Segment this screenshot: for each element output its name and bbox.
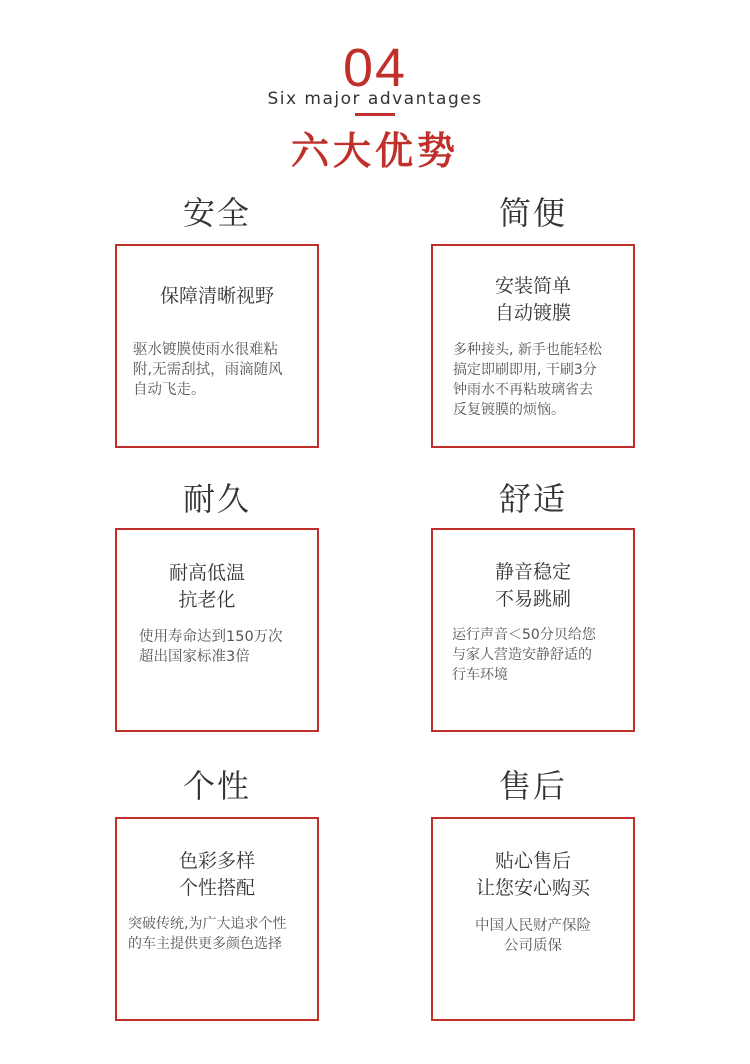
feature-card-durability (115, 528, 319, 732)
card-text: 多种接头, 新手也能轻松 搞定即刷即用, 干刷3分 钟雨水不再粘玻璃省去 反复镀膜的烦恼。 (453, 342, 602, 418)
feature-title-comfort: 舒适 (498, 480, 567, 518)
feature-card-convenience (431, 244, 635, 448)
page-title: 六大优势 (290, 129, 459, 173)
section-subtitle: Six major advantages (267, 89, 483, 109)
card-heading: 安装简单 自动镀膜 (494, 275, 571, 324)
card-text: 突破传统,为广大追求个性 的车主提供更多颜色选择 (128, 916, 287, 952)
card-heading: 耐高低温 抗老化 (168, 562, 245, 611)
header-divider (355, 113, 395, 116)
card-text: 中国人民财产保险 公司质保 (475, 918, 591, 954)
feature-card-after-sales (431, 817, 635, 1021)
card-heading: 静音稳定 不易跳刷 (494, 561, 571, 610)
feature-title-durability: 耐久 (182, 480, 251, 518)
feature-title-safety: 安全 (182, 194, 251, 232)
card-text: 驱水镀膜使雨水很难粘 附,无需刮拭，雨滴随风 自动飞走。 (133, 342, 283, 398)
feature-title-convenience: 简便 (498, 194, 567, 232)
card-text: 使用寿命达到150万次 超出国家标准3倍 (139, 629, 283, 665)
card-text: 运行声音＜50分贝给您 与家人营造安静舒适的 行车环境 (452, 627, 596, 683)
feature-card-personality (115, 817, 319, 1021)
card-heading: 色彩多样 个性搭配 (178, 850, 255, 899)
feature-card-safety (115, 244, 319, 448)
card-heading: 保障清晰视野 (159, 285, 274, 307)
section-number: 04 (342, 38, 408, 98)
feature-card-comfort (431, 528, 635, 732)
card-heading: 贴心售后 让您安心购买 (475, 850, 590, 899)
feature-title-personality: 个性 (182, 767, 251, 805)
feature-title-after-sales: 售后 (498, 767, 567, 805)
